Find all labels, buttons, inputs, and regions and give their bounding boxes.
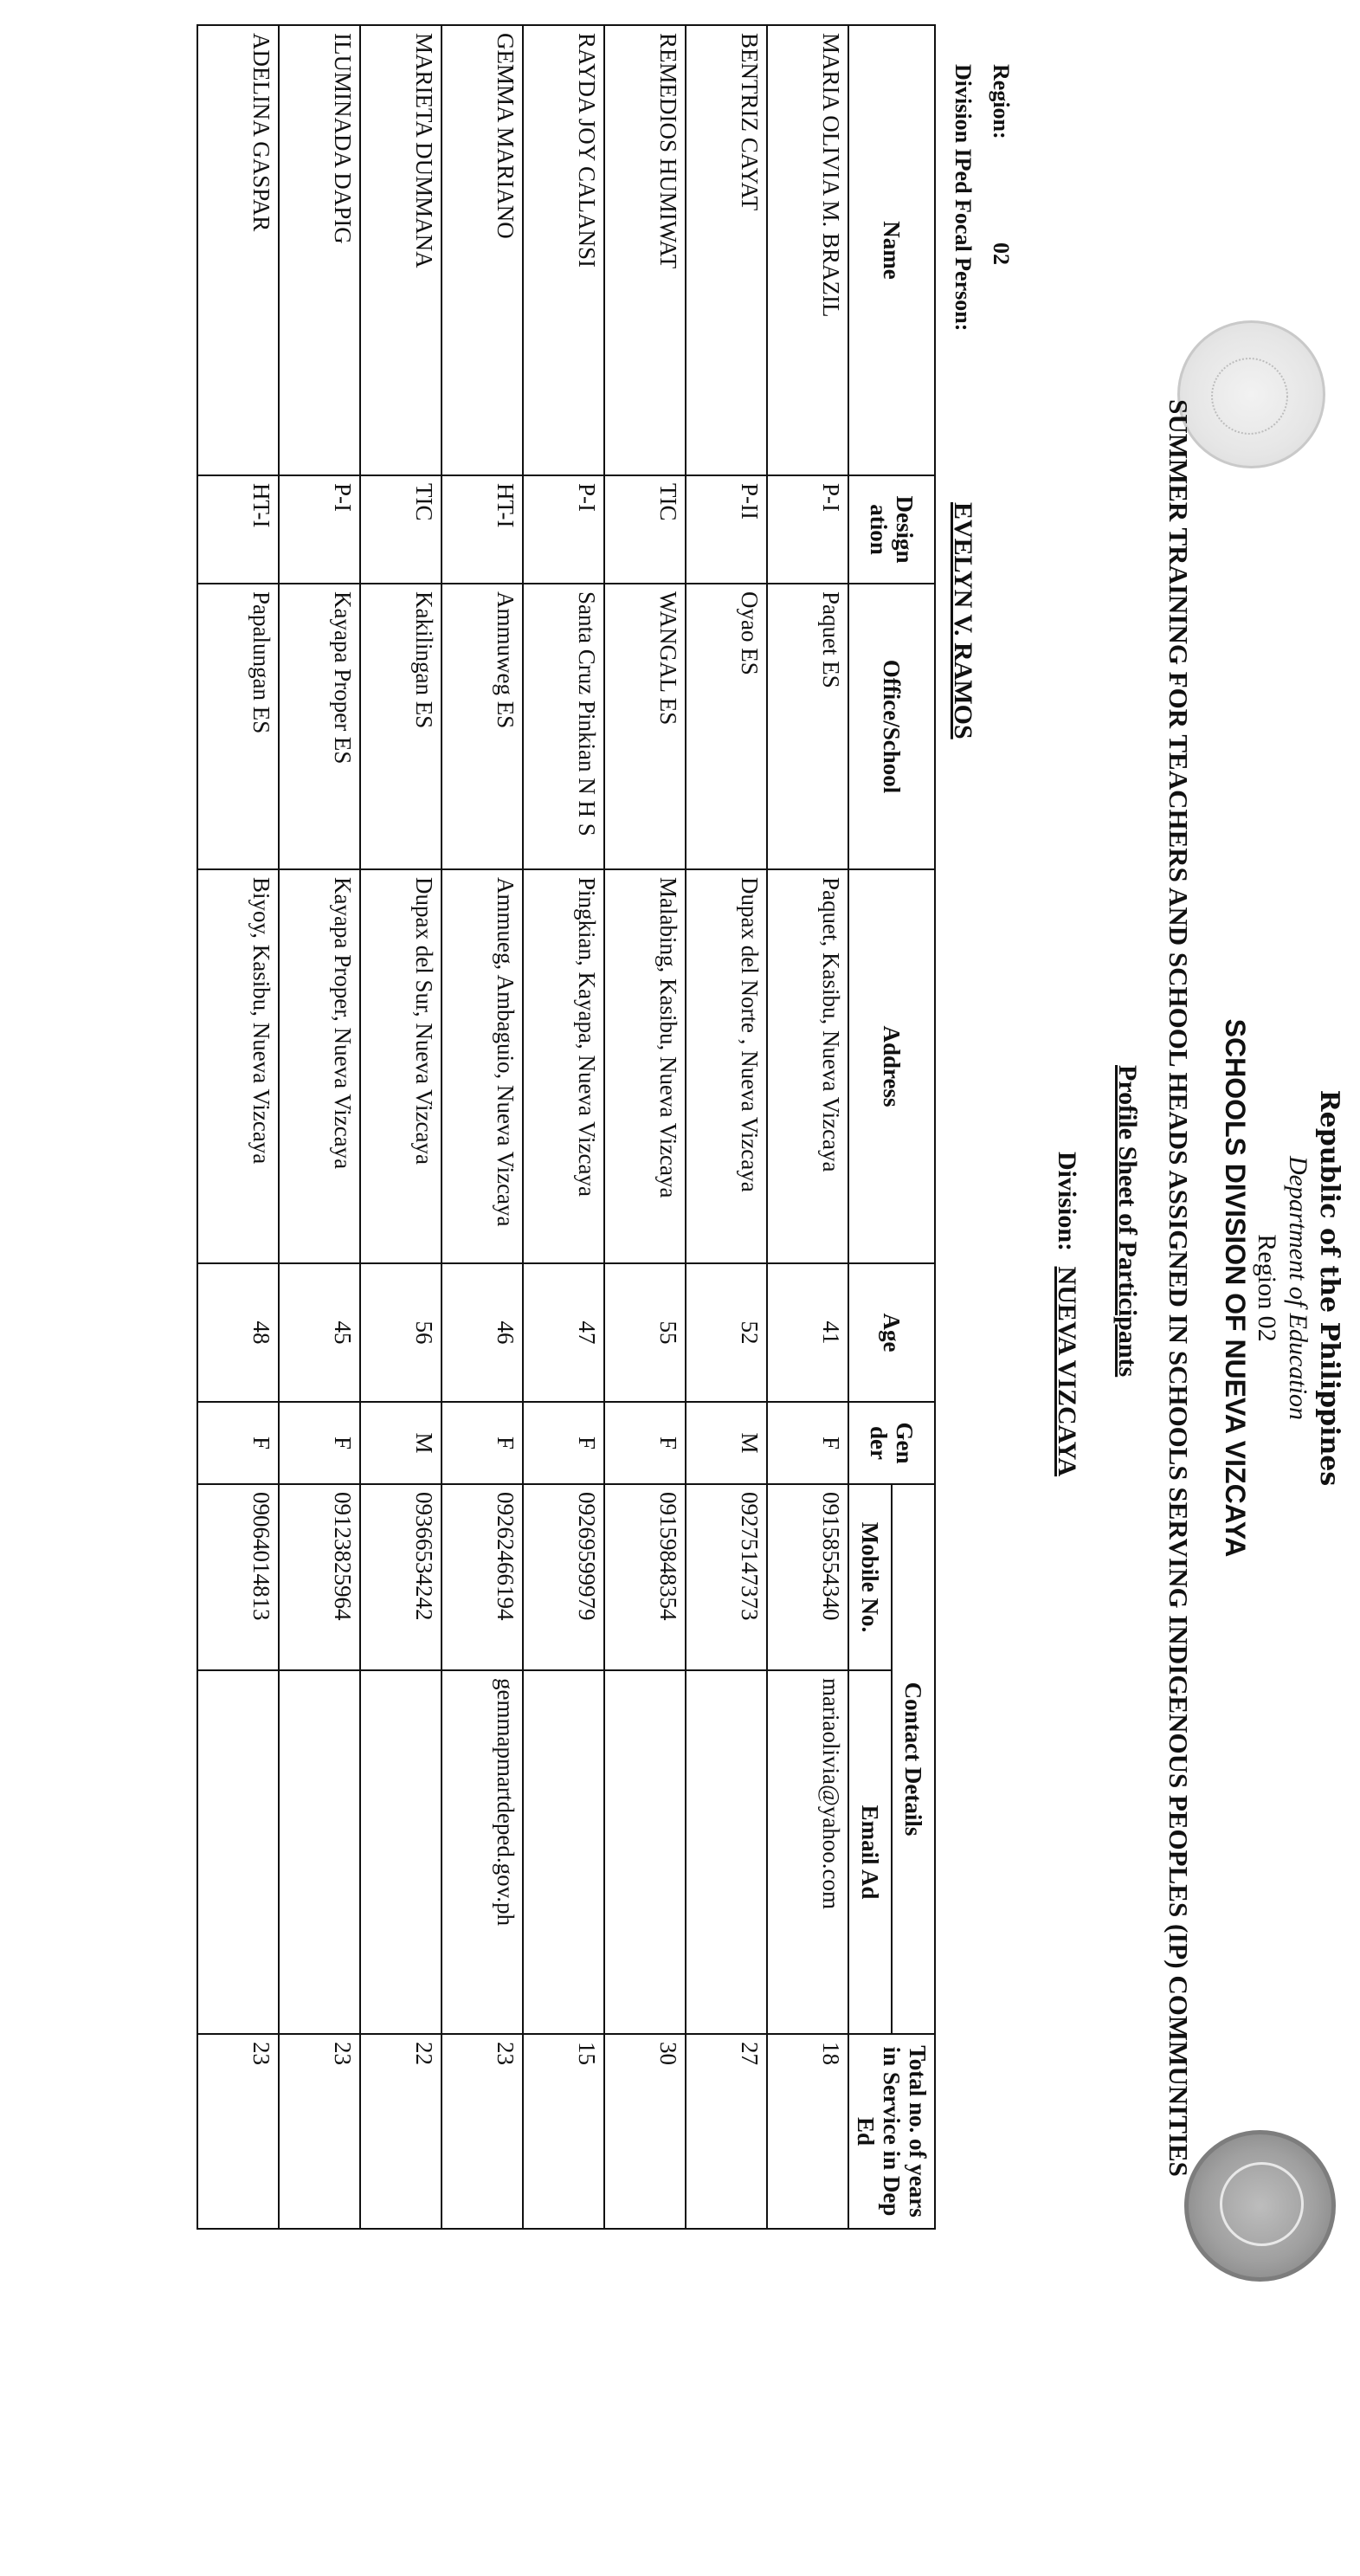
table-header-row — [892, 25, 935, 2229]
region-label: Region: — [989, 64, 1014, 139]
cell-designation: TIC — [604, 475, 686, 584]
cell-years: 23 — [197, 2034, 279, 2229]
cell-designation: HT-I — [197, 475, 279, 584]
cell-address: Ammueg, Ambaguio, Nueva Vizcaya — [442, 869, 523, 1263]
cell-email: mariaolivia@yahoo.com — [767, 1670, 848, 2034]
training-title: SUMMER TRAINING FOR TEACHERS AND SCHOOL HEADS ASSIGNED IN SCHOOLS SERVING INDIGENOUS PEOPLES (IP) COMMUNITIES — [1163, 399, 1194, 2177]
cell-age: 55 — [604, 1263, 686, 1402]
deped-seal-icon — [1177, 320, 1325, 468]
division-heading — [1052, 1152, 1081, 1476]
cell-age: 45 — [279, 1263, 360, 1402]
cell-age: 46 — [442, 1263, 523, 1402]
cell-office: Santa Cruz Pinkian N H S — [523, 584, 604, 869]
col-years-service: Total no. of years in Service in Dep Ed — [848, 2034, 935, 2229]
focal-person-value: EVELYN V. RAMOS — [949, 502, 977, 739]
cell-years: 30 — [604, 2034, 686, 2229]
cell-mobile: 09366534242 — [360, 1484, 442, 1670]
cell-mobile: 09262466194 — [442, 1484, 523, 1670]
participants-table — [197, 24, 936, 2230]
table-row — [686, 25, 767, 2229]
table-row — [360, 25, 442, 2229]
table-row — [523, 25, 604, 2229]
cell-gender: F — [767, 1402, 848, 1484]
col-email: Email Ad — [848, 1670, 892, 2034]
cell-years: 22 — [360, 2034, 442, 2229]
cell-age: 48 — [197, 1263, 279, 1402]
cell-years: 27 — [686, 2034, 767, 2229]
col-contact-details: Contact Details — [892, 1484, 935, 2034]
cell-email — [360, 1670, 442, 2034]
cell-gender: F — [197, 1402, 279, 1484]
schools-division-line: SCHOOLS DIVISION OF NUEVA VIZCAYA — [1220, 1018, 1251, 1558]
cell-office: Kakilingan ES — [360, 584, 442, 869]
cell-office: Kayapa Proper ES — [279, 584, 360, 869]
table-row — [604, 25, 686, 2229]
cell-email — [197, 1670, 279, 2034]
cell-email — [686, 1670, 767, 2034]
cell-address: Paquet, Kasibu, Nueva Vizcaya — [767, 869, 848, 1263]
cell-address: Biyoy, Kasibu, Nueva Vizcaya — [197, 869, 279, 1263]
cell-mobile: 09123825964 — [279, 1484, 360, 1670]
department-line: Department of Education — [1284, 1156, 1312, 1420]
cell-mobile: 09269599979 — [523, 1484, 604, 1670]
cell-gender: M — [360, 1402, 442, 1484]
division-label: Division: — [1053, 1152, 1081, 1252]
cell-email: gemmapmartdeped.gov.ph — [442, 1670, 523, 2034]
table-row — [767, 25, 848, 2229]
cell-office: Oyao ES — [686, 584, 767, 869]
table-row — [197, 25, 279, 2229]
letterhead — [1220, 866, 1344, 1710]
division-value: NUEVA VIZCAYA — [1053, 1266, 1081, 1477]
cell-mobile: 09159848354 — [604, 1484, 686, 1670]
table-row — [442, 25, 523, 2229]
cell-address: Kayapa Proper, Nueva Vizcaya — [279, 869, 360, 1263]
cell-address: Dupax del Norte , Nueva Vizcaya — [686, 869, 767, 1263]
cell-designation: P-I — [523, 475, 604, 584]
col-designation: Design ation — [848, 475, 935, 584]
cell-designation: HT-I — [442, 475, 523, 584]
cell-mobile: 09158554340 — [767, 1484, 848, 1670]
cell-office: Papalungan ES — [197, 584, 279, 869]
cell-address: Pingkian, Kayapa, Nueva Vizcaya — [523, 869, 604, 1263]
cell-address: Dupax del Sur, Nueva Vizcaya — [360, 869, 442, 1263]
region-line: Region 02 — [1253, 1234, 1281, 1342]
cell-email — [523, 1670, 604, 2034]
cell-years: 18 — [767, 2034, 848, 2229]
cell-designation: P-II — [686, 475, 767, 584]
cell-name: MARIA OLIVIA M. BRAZIL — [767, 25, 848, 475]
col-age: Age — [848, 1263, 935, 1402]
table-row — [279, 25, 360, 2229]
cell-email — [279, 1670, 360, 2034]
cell-gender: F — [279, 1402, 360, 1484]
cell-gender: M — [686, 1402, 767, 1484]
division-seal-icon — [1184, 2130, 1336, 2282]
cell-designation: P-I — [279, 475, 360, 584]
col-name: Name — [848, 25, 935, 475]
cell-address: Malabing, Kasibu, Nueva Vizcaya — [604, 869, 686, 1263]
cell-email — [604, 1670, 686, 2034]
cell-age: 52 — [686, 1263, 767, 1402]
republic-line: Republic of the Philippines — [1314, 1089, 1344, 1487]
focal-person-label: Division IPed Focal Person: — [951, 64, 976, 332]
profile-sheet-heading: Profile Sheet of Participants — [1113, 1065, 1142, 1378]
cell-age: 56 — [360, 1263, 442, 1402]
cell-office: Ammuweg ES — [442, 584, 523, 869]
cell-office: Paquet ES — [767, 584, 848, 869]
region-value: 02 — [989, 242, 1014, 265]
col-gender: Gen der — [848, 1402, 935, 1484]
cell-gender: F — [523, 1402, 604, 1484]
cell-years: 23 — [442, 2034, 523, 2229]
cell-name: REMEDIOS HUMIWAT — [604, 25, 686, 475]
cell-gender: F — [604, 1402, 686, 1484]
cell-name: BENTRIZ CAYAT — [686, 25, 767, 475]
cell-mobile: 09064014813 — [197, 1484, 279, 1670]
cell-name: ADELINA GASPAR — [197, 25, 279, 475]
col-office: Office/School — [848, 584, 935, 869]
cell-name: ILUMINADA DAPIG — [279, 25, 360, 475]
cell-mobile: 09275147373 — [686, 1484, 767, 1670]
cell-designation: P-I — [767, 475, 848, 584]
col-address: Address — [848, 869, 935, 1263]
cell-name: RAYDA JOY CALANSI — [523, 25, 604, 475]
cell-age: 47 — [523, 1263, 604, 1402]
col-mobile: Mobile No. — [848, 1484, 892, 1670]
cell-gender: F — [442, 1402, 523, 1484]
cell-years: 15 — [523, 2034, 604, 2229]
cell-designation: TIC — [360, 475, 442, 584]
cell-name: GEMMA MARIANO — [442, 25, 523, 475]
cell-office: WANGAL ES — [604, 584, 686, 869]
cell-name: MARIETA DUMMANA — [360, 25, 442, 475]
cell-years: 23 — [279, 2034, 360, 2229]
cell-age: 41 — [767, 1263, 848, 1402]
